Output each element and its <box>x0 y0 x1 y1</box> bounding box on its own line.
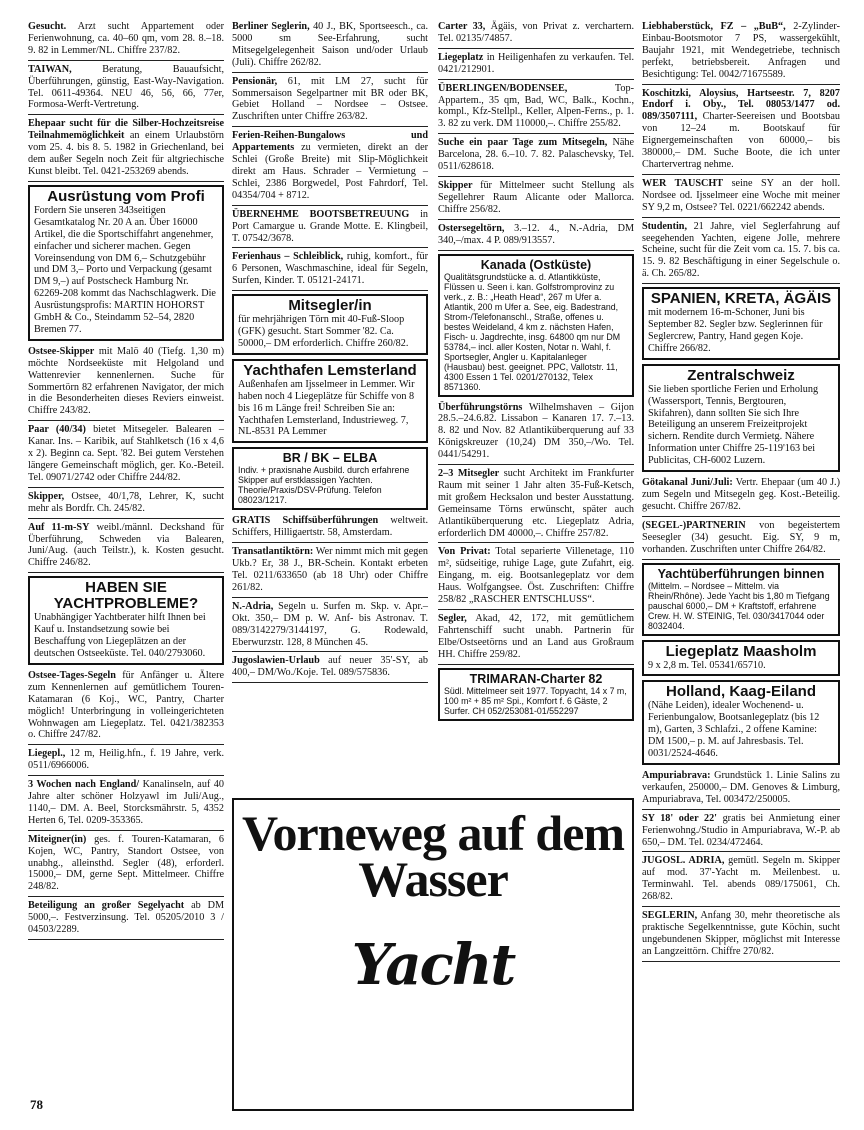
classified-ad <box>642 769 840 810</box>
ad-heading: Beteiligung an großer Segelyacht <box>28 900 185 912</box>
ad-heading: Segler, <box>438 613 467 624</box>
classified-ad <box>438 612 634 665</box>
ad-text: sucht Architekt im Frankfurter Raum mit seiner 1 Jahr alten 35-Fuß-Ketsch, mit großem Hecksalon und bester Ausstattung. Gemeinsame Törns erwünscht, später auch Atlantiküberquerung etc. Liegeplatz Adria, erforderlich DM 40000,–. Chiffre 257/82. <box>438 468 635 539</box>
boxed-ad <box>438 254 634 397</box>
ad-heading: ÜBERLINGEN/BODENSEE, <box>438 82 568 94</box>
boxed-ad <box>28 185 224 341</box>
ad-text: seine SY an der holl. Nordsee od. Ijsselmeer eine Woche mit meiner SY 9,2 m, Ostsee? Tel. 0221/662242 abends. <box>642 177 840 213</box>
boxed-ad <box>438 668 634 721</box>
classified-ad <box>642 812 840 853</box>
boxed-ad <box>642 563 840 636</box>
yacht-magazine-advert <box>232 798 634 1111</box>
ad-text: Wilhelmshaven – Gijon 28.5.–24.6.82. Lissabon – Kanaren 17. 7.–13. 8. 82 und Nov. 82 Atlantiküberquerung auf 33 Königskreuzer (10,24) DM 350,–/Wo. Tel. 0441/54291. <box>438 401 634 461</box>
ad-text: in Port Camargue u. Grande Motte. E. Klingbeil, T. 07542/3678. <box>232 208 428 244</box>
ad-heading: Liebhaberstück, FZ – „BuB“, <box>642 21 786 32</box>
boxed-ad-title: Ausrüstung vom Profi <box>47 187 205 205</box>
classified-ad <box>28 117 224 182</box>
ad-heading: Liegepl., <box>28 748 66 760</box>
ad-text: Ostsee, 40/1,78, Lehrer, K, sucht mehr als Bordfr. Ch. 245/82. <box>28 490 225 514</box>
ad-heading: N.-Adria, <box>232 600 274 612</box>
ad-text: Top-Appartem., 35 qm, Bad, WC, Balk., Kochn., kompl., Kfz-Stellpl., Keller, Alpen-Ferns., p. 1. 3. 82 zu verk. DM 110000,–. Chiffre 255/82. <box>438 82 634 130</box>
classified-ad <box>232 75 428 128</box>
ad-heading: 2–3 Mitsegler <box>438 468 500 480</box>
ad-heading: GRATIS Schiffsüberführungen <box>232 515 379 527</box>
classified-ad <box>232 514 428 543</box>
classified-ad <box>642 177 840 218</box>
ad-text: auf neuer 35'-SY, ab 400,– DM/Wo./Koje. Tel. 089/575836. <box>232 655 429 679</box>
ad-heading: Ehepaar sucht für die Silber-Hochzeitsreise Teilnahmemöglichkeit <box>28 118 224 142</box>
ad-text: 21 Jahre, viel Seglerfahrung auf seegehenden Yachten, eigene Jolle, mehrere Scheine, sucht für die Zeit vom ca. 15. 7. bis ca. 15. 9. 82 Beschäftigung in einer Segelschule o. ä. Ch. 265/82. <box>642 220 840 280</box>
page-number: 78 <box>30 1097 43 1112</box>
ad-heading: Studentin, <box>642 220 688 232</box>
ad-text: an einem Urlaubstörn vom 25. 4. bis 8. 5. 1982 in Griechenland, bei dem außer Segeln noch Zeit für altgriechische Kunst bleibt. Tel. 0421-253269 abends. <box>28 130 224 177</box>
classified-ad <box>642 476 840 517</box>
column-1 <box>28 20 224 942</box>
ad-heading: Koschitzki, Aloysius, Hartseestr. 7, 8207 Endorf i. Oby., Tel. 08053/1477 od. 089/3507111, <box>642 87 840 123</box>
classified-ad <box>642 909 840 962</box>
ad-text: 40 J., BK, Sportseesch., ca. 5000 sm See-Erfahrung, sucht Mitsegelgelegenheit Saison und/oder Urlaub (Juli). Chiffre 262/82. <box>232 21 429 68</box>
boxed-ad-body: Indiv. + praxisnahe Ausbild. durch erfahrene Skipper auf erstklassigen Yachten. Theorie/Praxis/DSV-Prüfung. Telefon 08023/1217. <box>238 465 410 506</box>
ad-heading: Auf 11-m-SY <box>28 521 90 533</box>
ad-heading: Ostsee-Skipper <box>28 345 95 357</box>
classified-ad <box>28 20 224 61</box>
ad-heading: Liegeplatz <box>438 51 484 63</box>
ad-heading: Gesucht. <box>28 21 67 32</box>
classified-ad <box>28 899 224 940</box>
classified-ad <box>232 250 428 291</box>
ad-heading: Ferien-Reihen-Bungalows und Appartements <box>232 130 428 154</box>
ad-heading: TAIWAN, <box>28 63 72 75</box>
classified-ad <box>28 747 224 776</box>
classified-ad <box>28 669 224 745</box>
boxed-ad-title: Zentralschweiz <box>687 366 795 384</box>
ad-text: ruhig, komfort., für 6 Personen, Waschmaschine, ideal für Segeln, Surfen, Kinder. T. 05121-24171. <box>232 251 428 287</box>
boxed-ad-title: Holland, Kaag-Eiland <box>665 683 816 701</box>
ad-heading: Carter 33, <box>438 21 486 32</box>
ad-text: für Mittelmeer sucht Stellung als Segellehrer Raum Alicante oder Mallorca. Chiffre 256/82. <box>438 179 635 215</box>
ad-text: mit Malö 40 (Tiefg. 1,30 m) möchte Nordseeküste mit Helgoland und Wattenrevier kennenlernen. Suche für Sommertörn 82 erfahrenen Navigator, der mich in die Besonderheiten dieses Reviers einweist. Chiffre 243/82. <box>28 345 224 417</box>
classified-ad <box>28 521 224 574</box>
classified-ad <box>28 778 224 831</box>
column-4 <box>642 20 840 964</box>
boxed-ad-body: Fordern Sie unseren 343seitigen Gesamtkatalog Nr. 20 A an. Über 16000 Artikel, die die Sportschiffahrt angenehmer, einfacher und sicherer machen. Gegen Voreinsendung von DM 6,– Schutzgebühr und DM 3,– Porto und Verpackung (gesamt DM 9,–) auf Postscheck Hamburg Nr. 62269-208 kommt das Nachschlagwerk. Die Ausrüstungsprofis: MARTIN HOHORST GmbH & Co., Steindamm 52–54, 2820 Bremen 77. <box>34 204 216 335</box>
ad-text: Total separierte Villenetage, 110 m², südseitige, ruhige Lage, gute Zufahrt, eig. Eingang, m. eig. Bootsanlegeplatz vor dem Haus. Wolfgangsee. Öst. Zuschriften: Chiffre 258/82 „RASCHER ENTSCHLUSS“. <box>438 546 634 606</box>
ad-heading: JUGOSL. ADRIA, <box>642 855 725 867</box>
ad-text: ab DM 5000,–. Festverzinsung. Tel. 05205/2010 3 / 04503/2289. <box>28 900 225 936</box>
classified-ad <box>438 179 634 220</box>
classified-ad <box>438 401 634 466</box>
boxed-ad-title: Mitsegler/in <box>288 297 372 315</box>
ad-heading: Skipper, <box>28 490 65 502</box>
ad-text: Kanalinseln, auf 40 Jahre alter schöner Holzyawl im Juli/Aug., 1140,– DM. A. Beel, Storcksmährstr. 5, 4352 Herten 6, Tel. 0209-353365. <box>28 779 224 826</box>
boxed-ad-body: für mehrjährigen Törn mit 40-Fuß-Sloop (GFK) gesucht. Start Sommer '82. Ca. 50000,– DM erforderlich. Chiffre 260/82. <box>238 314 409 349</box>
classified-ad <box>28 490 224 519</box>
classified-ad <box>28 345 224 421</box>
ad-heading: ÜBERNEHME BOOTSBETREUUNG <box>232 208 410 220</box>
ad-heading: Skipper <box>438 179 473 191</box>
ad-heading: Ampuriabrava: <box>642 769 711 781</box>
boxed-ad-body: (Mittelm. – Nordsee – Mittelm. via Rhein/Rhône). Jede Yacht bis 1,80 m Tiefgang pauschal 6000,– DM + Kraftstoff, erfahrene Crew. H. W. STEINIG, Tel. 030/3417044 oder 8032404. <box>648 580 830 631</box>
classified-ad <box>642 20 840 85</box>
ad-text: Arzt sucht Appartement oder Ferienwohnung, ca. 40–60 qm, vom 28. 8.–18. 9. 82 in Lemmer/NL. Chiffre 237/82. <box>28 21 225 56</box>
boxed-ad-title: Yachtüberführungen binnen <box>657 566 825 581</box>
ad-text: Vertr. Ehepaar (um 40 J.) zum Segeln und Mitsegeln geg. Kost.-Beteilig. gesucht. Chiffre 267/82. <box>642 477 840 512</box>
boxed-ad-body: (Nähe Leiden), idealer Wochenend- u. Ferienbungalow, Bootsanlegeplatz (bis 12 m), Garten, 3 Schlafzi., 2 offene Kamine: DM 1500,– p. M. auf Jahresbasis. Tel. 0031/2524-4646. <box>648 700 820 760</box>
boxed-ad <box>28 576 224 665</box>
classified-ad <box>438 20 634 49</box>
ad-text: Grundstück 1. Linie Salins zu verkaufen, 250000,– DM. Genoves & Limburg, Ampuriabrava, Tel. 003472/250005. <box>642 769 841 805</box>
classified-ad <box>28 833 224 898</box>
ad-text: weltweit. Schiffers, Hilligaertstr. 58, Amsterdam. <box>232 515 428 539</box>
advert-slogan: Vorneweg auf dem Wasser <box>241 805 625 907</box>
boxed-ad-body: 9 x 2,8 m. Tel. 05341/65710. <box>648 659 766 671</box>
ad-text: 61, mit LM 27, sucht für Sommersaison Segelpartner mit BR oder BK, Gebiet Holland – Nordsee – Ostsee. Zuschriften unter Chiffre 263/82. <box>232 75 429 123</box>
boxed-ad-body: Unabhängiger Yachtberater hilft Ihnen bei Kauf u. Instandsetzung sowie bei Beschaffung von Liegeplätzen an der deutschen Ostseeküste. Tel. 040/2793060. <box>34 612 206 659</box>
ad-heading: Überführungstörns <box>438 401 523 413</box>
ad-text: 3.–12. 4., N.-Adria, DM 340,–/max. 4 P. 089/913557. <box>438 222 634 246</box>
classified-ad <box>642 519 840 560</box>
ad-heading: Ostersegeltörn, <box>438 222 505 234</box>
ad-heading: (SEGEL-)PARTNERIN <box>642 519 746 531</box>
classified-ad <box>438 545 634 610</box>
ad-heading: Paar (40/34) <box>28 424 86 436</box>
boxed-ad-title: SPANIEN, KRETA, ÄGÄIS <box>650 290 832 308</box>
boxed-ad <box>642 364 840 472</box>
boxed-ad-body: Sie lieben sportliche Ferien und Erholung (Wassersport, Tennis, Bergtouren, Skifahren), dann sollten Sie sich Ihre Beteiligung an unserem Freizeitprojekt sichern. Rendite durch Vermietg. Nähere Information unter Chiffre 25-119'163 bei Publicitas, CH-6002 Luzern. <box>648 383 819 467</box>
classified-ad <box>232 129 428 205</box>
classified-ad <box>232 20 428 73</box>
ad-text: zu vermieten, direkt an der Schlei (Große Breite) mit Slip-Möglichkeit direkt am Haus. Schrader – Vermietung – Schlei, 2386 Borgwedel, Post Fahrdorf, Tel. 04354/704 + 8712. <box>232 142 429 201</box>
column-2 <box>232 20 428 685</box>
classified-ad <box>438 136 634 177</box>
boxed-ad-title: TRIMARAN-Charter 82 <box>469 671 603 686</box>
classified-ad <box>28 63 224 116</box>
boxed-ad-title: HABEN SIE YACHTPROBLEME? <box>53 579 199 613</box>
boxed-ad <box>232 294 428 355</box>
classified-ad <box>438 51 634 80</box>
yacht-logo: Yacht <box>351 932 515 998</box>
ad-heading: Von Privat: <box>438 546 491 558</box>
classified-ad <box>438 82 634 135</box>
ad-heading: Transatlantiktörn: <box>232 546 314 558</box>
ad-text: gemütl. Segeln m. Skipper auf mod. 37'-Yacht m. Meilenbest. u. Terminwahl. Tel. abends 089/175061, Ch. 268/82. <box>642 855 841 903</box>
ad-heading: SY 18' oder 22' <box>642 812 717 824</box>
ad-text: 2-Zylinder-Einbau-Bootsmotor 7 PS, wassergekühlt, Baujahr 1921, mit Wendegetriebe, technisch perfekt, betriebsbereit. Anfragen und Besichtigung: Tel. 0042/71675589. <box>642 21 840 80</box>
ad-heading: WER TAUSCHT <box>642 177 724 189</box>
ad-text: Nähe Barcelona, 28. 6.–10. 7. 82. Palaschevsky, Tel. 0511/628618. <box>438 137 634 173</box>
column-3 <box>438 20 634 725</box>
classified-ad <box>642 854 840 907</box>
ad-text: bietet Mitsegeler. Balearen – Kanar. Ins. – Karibik, auf Stahlketsch (16 x 4,6 x 2). Beginn ca. Sept. '82. Bei gutem Verstehen längere Gemeinschaft möglich, ger. Ko.-Beteil. Tel. 09071/2742 oder Chiffre 244/82. <box>28 424 224 483</box>
classified-ad <box>232 208 428 249</box>
ad-heading: Ostsee-Tages-Segeln <box>28 669 116 681</box>
ad-heading: Pensionär, <box>232 75 278 87</box>
ad-text: 12 m, Heilig.hfn., f. 19 Jahre, verk. 0511/6966006. <box>28 748 224 772</box>
ad-text: für Anfänger u. Ältere zum Kennenlernen auf gemütlichem Touren-Katamaran (6 Koj., WC, Pantry, Charter möglich! Unterbringung in volleingerichteten Wohnwagen am Liegeplatz. Tel. 0421/382353 o. Chiffre 247/82. <box>28 669 224 741</box>
ad-text: Akad, 42, 172, mit gemütlichem Fahrtenschiff sucht unabh. Partnerin für Elbe/Ostseetörns und an Land aus Großraum HH. Chiffre 259/82. <box>438 613 634 660</box>
ad-text: Wer nimmt mich mit gegen Ukb.? Er, 38 J., BR-Schein. Kontakt erbeten Tel. 0211/633650 (ab 18 Uhr) oder Chiffre 261/82. <box>232 546 428 593</box>
ad-text: Beratung, Bauaufsicht, Überführungen, günstig, East-Way-Navigation. Tel. 0611-49364. NEU 46, 56, 66, 77er, Formosa-Werft-Vertretung. <box>28 63 224 111</box>
classified-ad <box>232 545 428 598</box>
boxed-ad-body: mit modernem 16-m-Schoner, Juni bis September 82. Segler bzw. Seglerinnen für Seglercrew, Pantry, Hand gegen Koje. Chiffre 266/82. <box>648 307 823 354</box>
boxed-ad <box>232 359 428 444</box>
ad-heading: Jugoslawien-Urlaub <box>232 655 320 667</box>
boxed-ad-title: BR / BK – ELBA <box>282 451 378 466</box>
ad-heading: Miteigner(in) <box>28 833 87 845</box>
classified-ad <box>28 423 224 488</box>
classified-ad <box>438 222 634 251</box>
boxed-ad <box>642 680 840 765</box>
boxed-ad-body: Außenhafen am Ijsselmeer in Lemmer. Wir haben noch 4 Liegeplätze für Schiffe von 8 bis 16 m Länge frei! Schreiben Sie an: Yachthafen Lemsterland, Industrieweg. 7, NL-8531 PA Lemmer <box>238 378 415 438</box>
ad-heading: Götakanal Juni/Juli: <box>642 477 733 489</box>
classified-ad <box>232 600 428 653</box>
classified-ad <box>642 87 840 175</box>
ad-text: gratis bei Anmietung einer Ferienwohng./Studio in Ampuriabrava, W.-P. ab 650,– DM. Tel. 0234/472464. <box>642 812 840 848</box>
ad-text: in Heiligenhafen zu verkaufen. Tel. 0421/212901. <box>438 51 635 75</box>
boxed-ad-body: Südl. Mittelmeer seit 1977. Topyacht, 14 x 7 m, 100 m² + 85 m² Spi., Komfort f. 6 Gäste, 2 Surfer. CH 052/253081-01/552297 <box>444 685 627 716</box>
boxed-ad <box>642 287 840 360</box>
classified-ad <box>642 220 840 285</box>
ad-text: Ägäis, von Privat z. verchartern. Tel. 02135/74857. <box>438 21 634 44</box>
ad-heading: SEGLERIN, <box>642 910 698 922</box>
ad-heading: Berliner Seglerin, <box>232 21 310 32</box>
classified-ad <box>232 654 428 683</box>
boxed-ad-title: Yachthafen Lemsterland <box>243 361 417 379</box>
ad-heading: Ferienhaus – Schleiblick, <box>232 251 344 263</box>
classified-ad <box>438 467 634 543</box>
boxed-ad <box>642 640 840 677</box>
ad-heading: 3 Wochen nach England/ <box>28 779 140 791</box>
ad-text: Segeln u. Surfen m. Skp. v. Apr.–Okt. 350,– DM p. W. Anf- bis Astronav. T. 089/3142279/3144197, G. Rodewald, Eberwurzstr. 128, 8 München 45. <box>232 600 428 648</box>
ad-text: von begeistertem Seesegler (34) gesucht. Eig. SY, 9 m, vorhanden. Zuschriften unter Chiffre 264/82. <box>642 519 840 555</box>
ad-text: Anfang 30, mehr theoretische als praktische Segelkenntnisse, gute Köchin, sucht ungebundenen Skipper, möglichst mit Interesse an Langzeittörn. Chiffre 270/82. <box>642 910 840 957</box>
ad-heading: Suche ein paar Tage zum Mitsegeln, <box>438 137 608 149</box>
boxed-ad <box>232 447 428 510</box>
ad-text: weibl./männl. Deckshand für Überführung, Schweden via Balearen, Juni/Aug. (auch Teilstr.), k. Kosten gesucht. Chiffre 246/82. <box>28 521 224 569</box>
ad-text: ges. f. Touren-Katamaran, 6 Kojen, WC, Pantry, Standort Ostsee, von unabhg., alleinsthd. Segler (48), erforderl. 15000,– DM, gerne Sept. Mittelmeer. Chiffre 248/82. <box>28 833 225 893</box>
ad-text: Charter-Seereisen und Bootsbau von 12–24 m. Bootskauf für Eignergemeinschaften von 60000,– bis 380000,– DM. Suche Boote, die ich unter Chartervertrag nehme. <box>642 111 840 170</box>
boxed-ad-body: Qualitätsgrundstücke a. d. Atlantikküste, Flüssen u. Seen i. kan. Golfstromprovinz zu verk., z. B.: „Heath Head“, 267 m Ufer a. Atlantik, 200 m Ufer a. See, eig. Badestrand, Strom-/Telefonanschl., Straße, offenes u. bestes Weideland, 4 km z. nächsten Hafen, Fisch- u. Jagdrechte, insg. 64800 qm nur DM 53784,– incl. aller Kosten, Notar n. Wahl, f. Sportsegler, Angler u. Kapitalanleger (Hausbau) best. geeignet. PPC, Vallotstr. 11, 4300 Essen 1 Tel. 0201/270132, Telex 8571360. <box>444 271 621 392</box>
boxed-ad-title: Kanada (Ostküste) <box>480 257 592 272</box>
boxed-ad-title: Liegeplatz Maasholm <box>665 642 817 660</box>
